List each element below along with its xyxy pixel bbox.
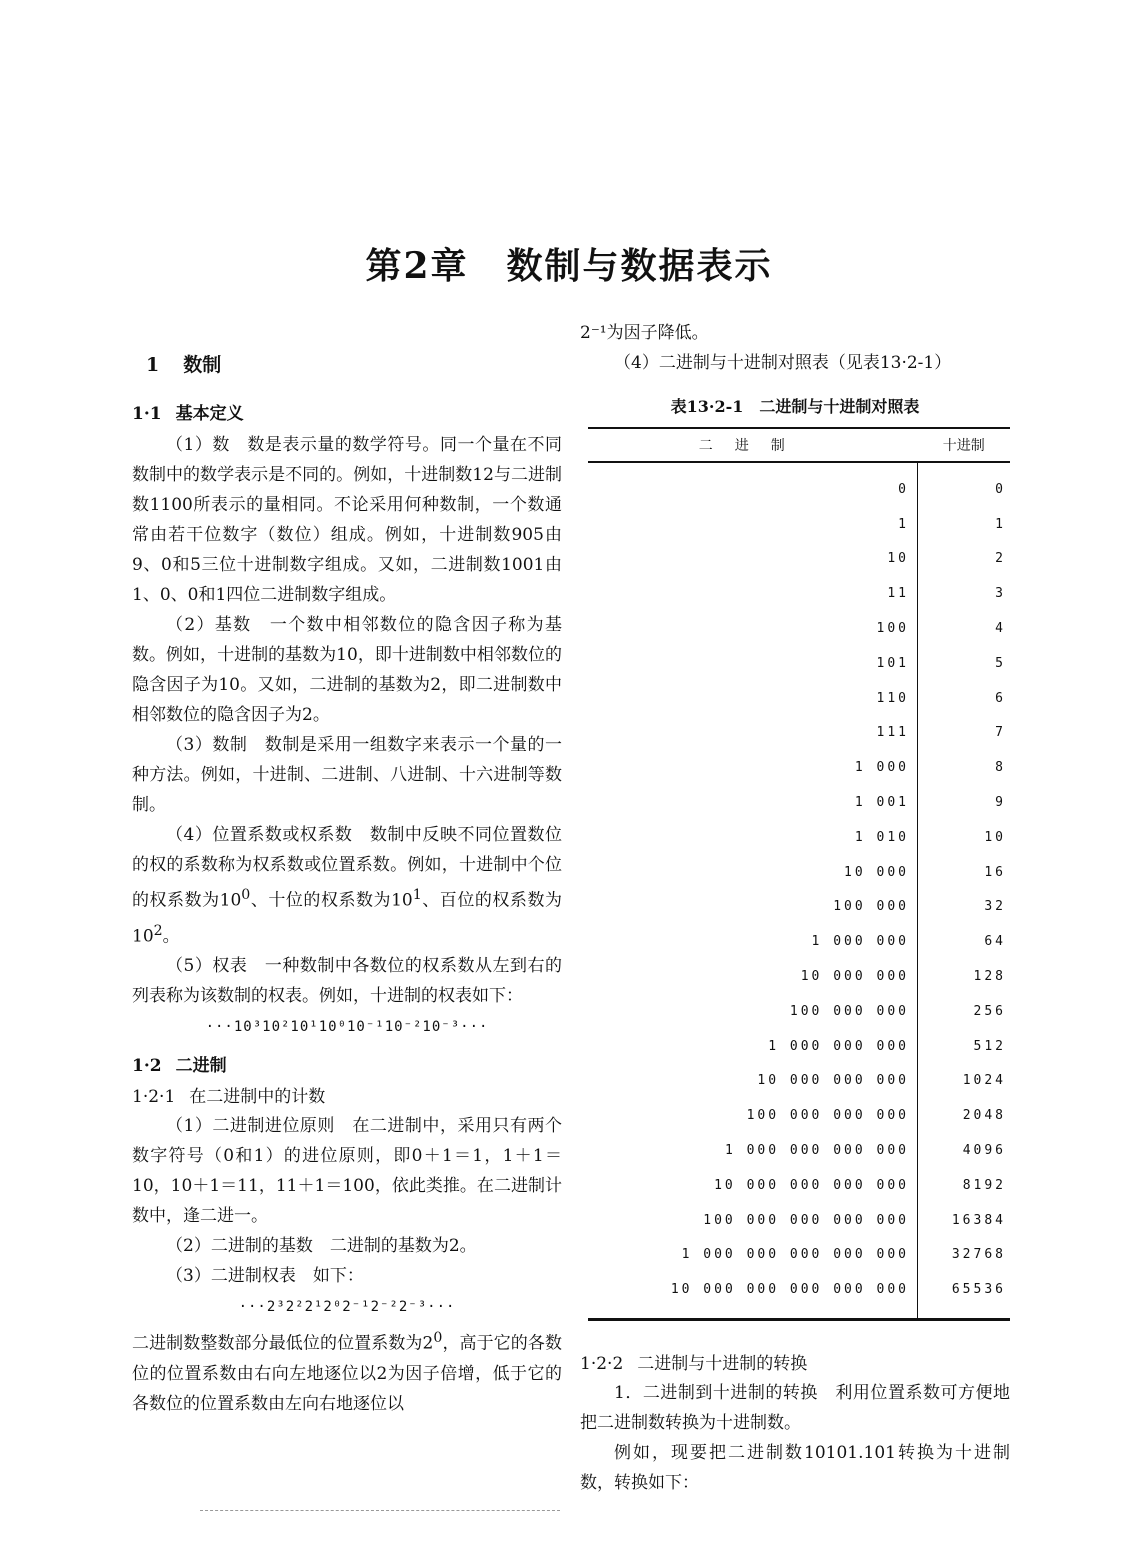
binary-cell: 100 000 000 000 000 bbox=[588, 1203, 918, 1238]
binary-cell: 10 000 000 bbox=[588, 959, 918, 994]
decimal-cell: 1024 bbox=[962, 1073, 1006, 1089]
column-header-decimal: 十进制 bbox=[918, 428, 1011, 462]
table-row bbox=[588, 1064, 1010, 1099]
binary-cell: 110 bbox=[588, 681, 918, 716]
decimal-cell: 8192 bbox=[962, 1177, 1006, 1193]
binary-cell: 1 000 bbox=[588, 750, 918, 785]
table-row bbox=[588, 646, 1010, 681]
decimal-cell: 9 bbox=[995, 795, 1006, 811]
decimal-cell: 1 bbox=[995, 516, 1006, 532]
binary-cell: 111 bbox=[588, 716, 918, 751]
section-1-2-heading bbox=[132, 1051, 562, 1076]
table-row bbox=[588, 576, 1010, 611]
decimal-cell: 512 bbox=[973, 1038, 1006, 1054]
binary-cell: 11 bbox=[588, 576, 918, 611]
decimal-cell: 2 bbox=[995, 551, 1006, 567]
binary-decimal-table bbox=[588, 427, 1010, 1321]
section-number: 1·2 bbox=[132, 1056, 162, 1077]
text: （4）位置系数或权系数 数制中反映不同位置数位的权的系数称为权系数或位置系数。例如，十进制中个位的权系数为10 bbox=[132, 825, 562, 911]
decimal-cell: 32 bbox=[984, 899, 1006, 915]
table-row bbox=[588, 785, 1010, 820]
text: ，高于它的各数位的位置系数由右向左地逐位以2为因子倍增，低于它的各数位的位置系数由左向右地逐位以 bbox=[132, 1333, 562, 1414]
binary-cell: 100 000 000 bbox=[588, 994, 918, 1029]
section-1-2-2-heading bbox=[580, 1349, 1010, 1374]
binary-cell: 1 001 bbox=[588, 785, 918, 820]
section-title: 数制 bbox=[183, 354, 222, 376]
binary-cell: 1 000 000 000 000 bbox=[588, 1133, 918, 1168]
section-title: 二进制 bbox=[175, 1056, 227, 1077]
decimal-cell: 32768 bbox=[951, 1247, 1006, 1263]
decimal-cell: 16 bbox=[984, 864, 1006, 880]
section-number: 1 bbox=[146, 354, 160, 376]
column-header-binary: 二进制 bbox=[588, 428, 918, 462]
section-number: 1·2·2 bbox=[580, 1354, 624, 1375]
text: 、十位的权系数为10 bbox=[250, 890, 413, 911]
paragraph-conversion: 1．二进制到十进制的转换 利用位置系数可方便地把二进制数转换为十进制数。 bbox=[580, 1383, 1010, 1434]
paragraph-binary-radix: （2）二进制的基数 二进制的基数为2。 bbox=[166, 1236, 477, 1257]
binary-cell: 10 000 000 000 bbox=[588, 1064, 918, 1099]
table-row bbox=[588, 507, 1010, 542]
table-row bbox=[588, 542, 1010, 577]
right-column bbox=[580, 318, 1010, 1498]
binary-cell: 1 000 000 000 bbox=[588, 1029, 918, 1064]
decimal-cell: 2048 bbox=[962, 1108, 1006, 1124]
table-row bbox=[588, 1272, 1010, 1319]
decimal-cell: 10 bbox=[984, 829, 1006, 845]
decimal-cell: 128 bbox=[973, 969, 1006, 985]
text: 。 bbox=[162, 926, 180, 947]
table-row bbox=[588, 924, 1010, 959]
binary-cell: 1 000 000 000 000 000 bbox=[588, 1238, 918, 1273]
table-row bbox=[588, 681, 1010, 716]
section-number: 1·1 bbox=[132, 404, 162, 424]
binary-cell: 1 010 bbox=[588, 820, 918, 855]
decimal-cell: 65536 bbox=[918, 1272, 1011, 1319]
table-row bbox=[588, 750, 1010, 785]
binary-cell: 10 000 000 000 000 000 bbox=[588, 1272, 918, 1319]
decimal-cell: 8 bbox=[995, 760, 1006, 776]
table-row bbox=[588, 1203, 1010, 1238]
decimal-cell: 0 bbox=[995, 481, 1006, 497]
decimal-cell: 4 bbox=[995, 621, 1006, 637]
decimal-cell: 6 bbox=[995, 690, 1006, 706]
table-row bbox=[588, 855, 1010, 890]
binary-weight-formula: ···2³2²2¹2⁰2⁻¹2⁻²2⁻³··· bbox=[238, 1299, 456, 1316]
decimal-cell: 256 bbox=[973, 1003, 1006, 1019]
binary-cell: 10 000 000 000 000 bbox=[588, 1168, 918, 1203]
section-1-heading bbox=[146, 350, 562, 377]
section-1-1-heading bbox=[132, 399, 562, 424]
table-row bbox=[588, 820, 1010, 855]
section-number: 1·2·1 bbox=[132, 1087, 176, 1108]
binary-cell: 0 bbox=[588, 462, 918, 507]
binary-cell: 10 bbox=[588, 542, 918, 577]
table-row bbox=[588, 1029, 1010, 1064]
binary-cell: 100 bbox=[588, 611, 918, 646]
binary-cell: 100 000 bbox=[588, 890, 918, 925]
table-row bbox=[588, 994, 1010, 1029]
table-row bbox=[588, 462, 1010, 507]
binary-cell: 101 bbox=[588, 646, 918, 681]
paragraph-table-ref: （4）二进制与十进制对照表（见表13·2-1） bbox=[614, 353, 952, 373]
paragraph-binary-weights: （3）二进制权表 如下： bbox=[166, 1266, 364, 1287]
table-row bbox=[588, 1133, 1010, 1168]
paragraph-continued: 2⁻¹为因子降低。 bbox=[580, 323, 709, 343]
table-row bbox=[588, 611, 1010, 646]
decimal-cell: 4096 bbox=[962, 1143, 1006, 1159]
paragraph-weight-table: （5）权表 一种数制中各数位的权系数从左到右的列表称为该数制的权表。例如，十进制的权表如下： bbox=[132, 956, 562, 1007]
decimal-cell: 64 bbox=[984, 934, 1006, 950]
binary-cell: 10 000 bbox=[588, 855, 918, 890]
table-row bbox=[588, 959, 1010, 994]
binary-cell: 100 000 000 000 bbox=[588, 1098, 918, 1133]
decimal-cell: 5 bbox=[995, 655, 1006, 671]
text: 、百位的权系数为10 bbox=[132, 890, 562, 947]
paragraph-binary-carry: （1）二进制进位原则 在二进制中，采用只有两个数字符号（0和1）的进位原则，即0＋1＝1，1＋1＝10，10＋1＝11，11＋1＝100，依此类推。在二进制计数中，逢二进一。 bbox=[132, 1116, 562, 1227]
table-row bbox=[588, 1238, 1010, 1273]
decimal-weight-formula: ···10³10²10¹10⁰10⁻¹10⁻²10⁻³··· bbox=[205, 1019, 489, 1036]
left-column bbox=[132, 340, 562, 1419]
paragraph-binary-position: 二进制数整数部分最低位的位置系数为$2^0$，高于它的各数位的位置系数由右向左地逐位以2为因子倍增，低于它的各数位的位置系数由左向右地逐位以 bbox=[132, 1330, 562, 1414]
footer-rule bbox=[200, 1510, 560, 1511]
paragraph-weight: （4）位置系数或权系数 数制中反映不同位置数位的权的系数称为权系数或位置系数。例如，十进制中个位的权系数为$10^0$、十位的权系数为$10^1$、百位的权系数为$10^2$。 bbox=[132, 825, 562, 947]
text: 二进制数整数部分最低位的位置系数为2 bbox=[132, 1333, 434, 1354]
table-row bbox=[588, 1098, 1010, 1133]
paragraph-numeral-system: （3）数制 数制是采用一组数字来表示一个量的一种方法。例如，十进制、二进制、八进制、十六进制等数制。 bbox=[132, 735, 562, 815]
paragraph-number: （1）数 数是表示量的数学符号。同一个量在不同数制中的数学表示是不同的。例如，十进制数12与二进制数1100所表示的量相同。不论采用何种数制，一个数通常由若干位数字（数位）组成。例如，十进制数905由9、0和5三位十进制数字组成。又如，二进制数1001由1、0、0和1四位二进制数字组成。 bbox=[132, 435, 562, 605]
table-row bbox=[588, 716, 1010, 751]
table-row bbox=[588, 1168, 1010, 1203]
decimal-cell: 16384 bbox=[951, 1212, 1006, 1228]
paragraph-example: 例如，现要把二进制数10101.101转换为十进制数，转换如下： bbox=[580, 1443, 1010, 1494]
paragraph-radix: （2）基数 一个数中相邻数位的隐含因子称为基数。例如，十进制的基数为10，即十进制数中相邻数位的隐含因子为10。又如，二进制的基数为2，即二进制数中相邻数位的隐含因子为2。 bbox=[132, 615, 562, 725]
table-row bbox=[588, 890, 1010, 925]
section-1-2-1-heading bbox=[132, 1082, 562, 1107]
chapter-title: 第2章 数制与数据表示 bbox=[365, 245, 773, 287]
section-title: 二进制与十进制的转换 bbox=[637, 1354, 808, 1375]
binary-cell: 1 bbox=[588, 507, 918, 542]
section-title: 基本定义 bbox=[175, 404, 244, 424]
decimal-cell: 7 bbox=[995, 725, 1006, 741]
table-caption: 表13·2-1 二进制与十进制对照表 bbox=[670, 397, 920, 416]
decimal-cell: 3 bbox=[995, 586, 1006, 602]
section-title: 在二进制中的计数 bbox=[189, 1087, 326, 1108]
binary-cell: 1 000 000 bbox=[588, 924, 918, 959]
